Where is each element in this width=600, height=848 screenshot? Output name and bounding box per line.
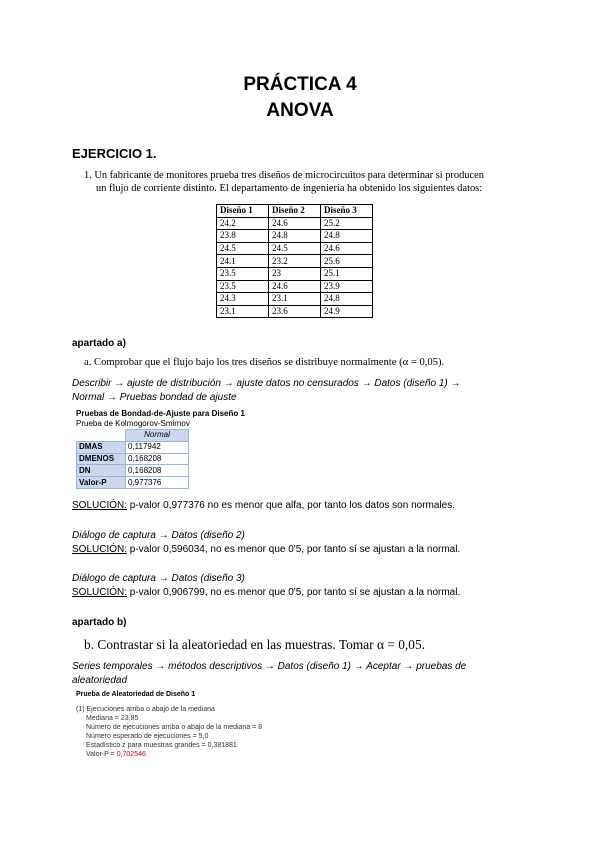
table-cell: 24.8	[269, 230, 321, 243]
table-cell: 25.1	[321, 267, 373, 280]
solution-label: SOLUCIÓN:	[72, 587, 128, 598]
randomness-line: Número esperado de ejecuciones = 5,0	[86, 733, 209, 740]
ks-blank-cell	[77, 430, 126, 442]
table-row	[217, 267, 373, 280]
randomness-output-panel	[76, 690, 376, 759]
table-cell: 25.2	[321, 217, 373, 230]
ks-row-value: 0,117942	[126, 441, 189, 453]
part-b-heading: apartado b)	[72, 617, 127, 628]
table-cell: 23.1	[217, 305, 269, 318]
table-cell: 24.5	[269, 242, 321, 255]
part-b-menu-path-1: Series temporales → métodos descriptivos → Datos (diseño 1) → Aceptar → pruebas de	[72, 661, 467, 672]
randomness-line: (1) Ejecuciones arriba o abajo de la mediana	[76, 706, 215, 713]
table-row	[77, 441, 189, 453]
table-cell: 24.6	[269, 217, 321, 230]
table-row	[217, 230, 373, 243]
part-a-question: a. Comprobar que el flujo bajo los tres diseños se distribuye normalmente (α = 0,05).	[84, 357, 445, 368]
exercise-heading: EJERCICIO 1.	[72, 146, 157, 161]
solution-label: SOLUCIÓN:	[72, 500, 128, 511]
table-row	[217, 293, 373, 306]
ks-row-label: DMAS	[77, 441, 126, 453]
dialog-3: Diálogo de captura → Datos (diseño 3)	[72, 573, 245, 584]
ks-output-panel	[76, 409, 264, 489]
table-row	[217, 255, 373, 268]
table-cell: 23.9	[321, 280, 373, 293]
part-a-menu-path-1: Describir → ajuste de distribución → ajuste datos no censurados → Datos (diseño 1) →	[72, 378, 461, 389]
table-cell: 24.6	[321, 242, 373, 255]
table-row	[217, 217, 373, 230]
table-cell: 24.6	[269, 280, 321, 293]
table-cell: 25.6	[321, 255, 373, 268]
part-a-menu-path-2: Normal → Pruebas bondad de ajuste	[72, 392, 237, 403]
data-table	[216, 204, 373, 318]
part-b-question: b. Contrastar si la aleatoriedad en las muestras. Tomar α = 0,05.	[84, 637, 425, 652]
ks-output-title: Pruebas de Bondad-de-Ajuste para Diseño 1	[76, 409, 245, 418]
dialog-2: Diálogo de captura → Datos (diseño 2)	[72, 530, 245, 541]
ks-row-label: Valor-P	[77, 477, 126, 489]
page-subtitle: ANOVA	[266, 100, 334, 121]
randomness-line: Estadístico z para muestras grandes = 0,381881	[86, 742, 237, 749]
ks-row-value: 0,168208	[126, 465, 189, 477]
table-cell: 23.6	[269, 305, 321, 318]
table-cell: 23.8	[217, 230, 269, 243]
pvalue-value: 0,702546	[116, 751, 146, 758]
ks-output-subtitle: Prueba de Kolmogorov-Smirnov	[76, 419, 190, 428]
solution-2-text: p-valor 0,596034, no es menor que 0'5, por tanto sí se ajustan a la normal.	[127, 544, 461, 555]
ks-column-header: Normal	[126, 430, 189, 442]
table-cell: 23	[269, 267, 321, 280]
column-header: Diseño 2	[269, 205, 321, 218]
pvalue-label: Valor-P =	[86, 751, 117, 758]
table-row	[77, 465, 189, 477]
ks-row-value: 0,168208	[126, 453, 189, 465]
statement-line-1: 1. Un fabricante de monitores prueba tres diseños de microcircuitos para determinar si producen	[84, 170, 484, 181]
part-a-heading: apartado a)	[72, 338, 126, 349]
randomness-line: Mediana = 23,85	[86, 715, 139, 722]
ks-results-table	[76, 429, 189, 489]
ks-row-value: 0,977376	[126, 477, 189, 489]
table-row	[77, 453, 189, 465]
table-row	[217, 305, 373, 318]
column-header: Diseño 3	[321, 205, 373, 218]
solution-1-text: p-valor 0,977376 no es menor que alfa, por tanto los datos son normales.	[127, 500, 455, 511]
solution-3-text: p-valor 0,906799, no es menor que 0'5, por tanto sí se ajustan a la normal.	[127, 587, 461, 598]
table-cell: 23.5	[217, 280, 269, 293]
part-b-menu-path-2: aleatoriedad	[72, 675, 128, 686]
table-cell: 23.2	[269, 255, 321, 268]
solution-1	[72, 500, 455, 511]
table-cell: 24.5	[217, 242, 269, 255]
table-cell: 24.1	[217, 255, 269, 268]
ks-row-label: DN	[77, 465, 126, 477]
solution-2	[72, 544, 460, 555]
randomness-output-title: Prueba de Aleatoriedad de Diseño 1	[76, 691, 196, 698]
exercise-statement	[84, 169, 524, 195]
randomness-line: Número de ejecuciones arriba o abajo de la mediana = 8	[86, 724, 263, 731]
table-cell: 24.9	[321, 305, 373, 318]
statement-line-2: un flujo de corriente distinto. El departamento de ingeniería ha obtenido los siguientes datos:	[96, 183, 483, 194]
table-cell: 24.8	[321, 293, 373, 306]
table-cell: 23.1	[269, 293, 321, 306]
ks-row-label: DMENOS	[77, 453, 126, 465]
table-cell: 24.2	[217, 217, 269, 230]
solution-3	[72, 587, 460, 598]
table-row	[77, 477, 189, 489]
table-row	[217, 280, 373, 293]
table-row	[217, 242, 373, 255]
table-header-row	[217, 205, 373, 218]
randomness-pvalue-line	[76, 750, 376, 759]
solution-label: SOLUCIÓN:	[72, 544, 128, 555]
ks-header-row	[77, 430, 189, 442]
table-cell: 24.8	[321, 230, 373, 243]
column-header: Diseño 1	[217, 205, 269, 218]
table-cell: 23.5	[217, 267, 269, 280]
table-cell: 24.3	[217, 293, 269, 306]
page-title: PRÁCTICA 4	[243, 74, 357, 95]
